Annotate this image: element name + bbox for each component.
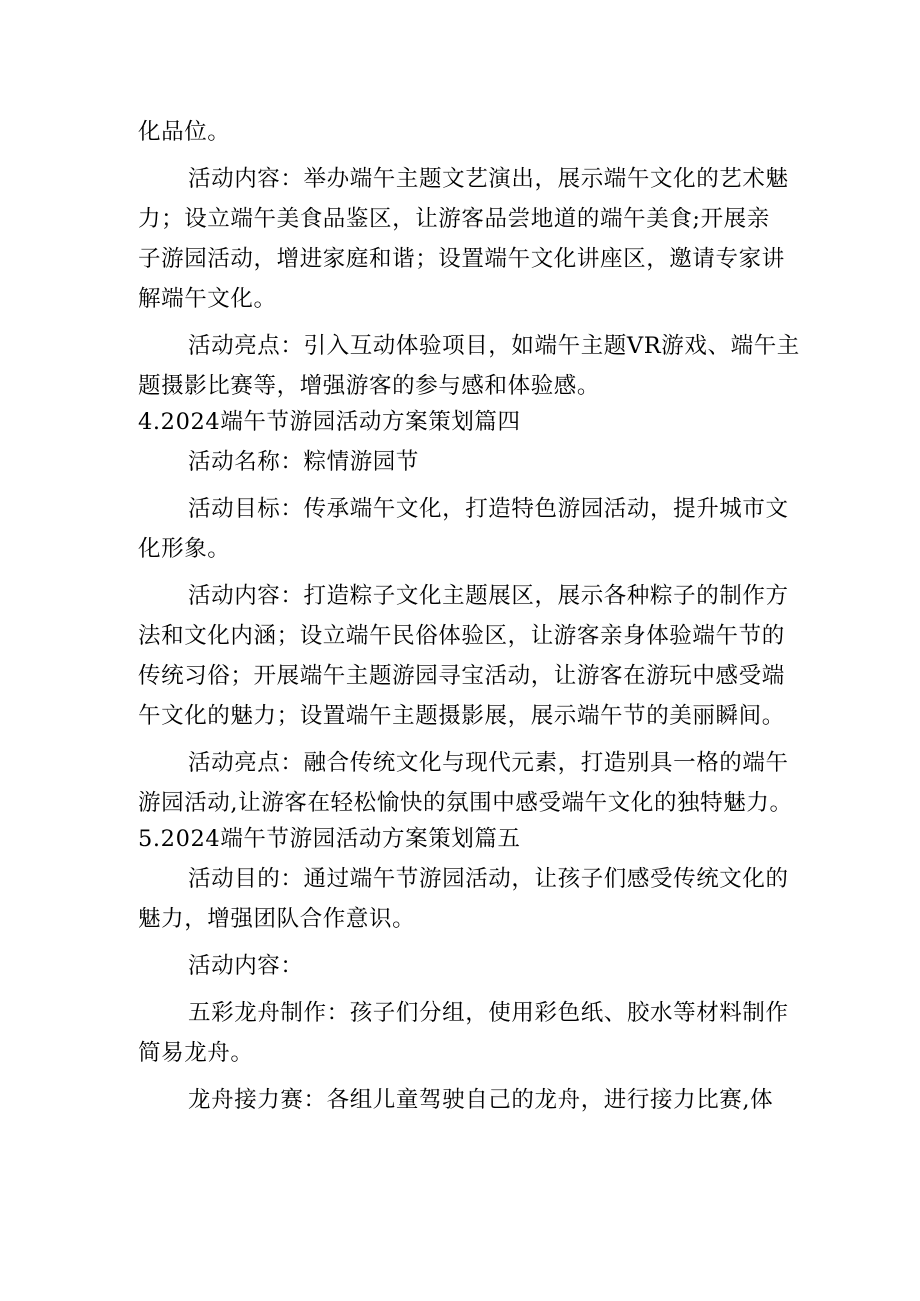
paragraph-line: 力；设立端午美食品鉴区，让游客品尝地道的端午美食;开展亲: [138, 206, 770, 232]
paragraph-line: 活动亮点：引入互动体验项目，如端午主题VR游戏、端午主: [188, 333, 800, 359]
paragraph-line: 题摄影比赛等，增强游客的参与感和体验感。: [138, 373, 601, 399]
paragraph-line: 子游园活动，增进家庭和谐；设置端午文化讲座区，邀请专家讲: [138, 246, 785, 272]
paragraph-line: 法和文化内涵；设立端午民俗体验区，让游客亲身体验端午节的: [138, 623, 785, 649]
paragraph-line: 活动内容：: [188, 953, 304, 979]
paragraph-line: 五彩龙舟制作：孩子们分组，使用彩色纸、胶水等材料制作: [188, 1000, 789, 1026]
paragraph-line: 午文化的魅力；设置端午主题摄影展，展示端午节的美丽瞬间。: [138, 703, 785, 729]
section-heading: 5.2024端午节游园活动方案策划篇五: [138, 826, 521, 852]
paragraph-line: 活动内容：打造粽子文化主题展区，展示各种粽子的制作方: [188, 583, 789, 609]
paragraph-line: 活动名称：粽情游园节: [188, 449, 420, 475]
paragraph-line: 活动亮点：融合传统文化与现代元素，打造别具一格的端午: [188, 750, 789, 776]
document-body: [138, 112, 800, 1120]
paragraph-line: 魅力，增强团队合作意识。: [138, 906, 416, 932]
paragraph-line: 化品位。: [138, 119, 231, 145]
section-heading: 4.2024端午节游园活动方案策划篇四: [138, 409, 521, 435]
paragraph-line: 化形象。: [138, 536, 231, 562]
paragraph-line: 龙舟接力赛：各组儿童驾驶自己的龙舟，进行接力比赛,体: [188, 1087, 774, 1113]
paragraph-line: 传统习俗；开展端午主题游园寻宝活动，让游客在游玩中感受端: [138, 663, 785, 689]
paragraph-line: 活动目标：传承端午文化，打造特色游园活动，提升城市文: [188, 496, 789, 522]
paragraph-line: 游园活动,让游客在轻松愉快的氛围中感受端午文化的独特魅力。: [138, 790, 793, 816]
paragraph-line: 简易龙舟。: [138, 1040, 254, 1066]
paragraph-line: 活动目的：通过端午节游园活动，让孩子们感受传统文化的: [188, 866, 789, 892]
paragraph-line: 解端午文化。: [138, 286, 277, 312]
paragraph-line: 活动内容：举办端午主题文艺演出，展示端午文化的艺术魅: [188, 166, 789, 192]
